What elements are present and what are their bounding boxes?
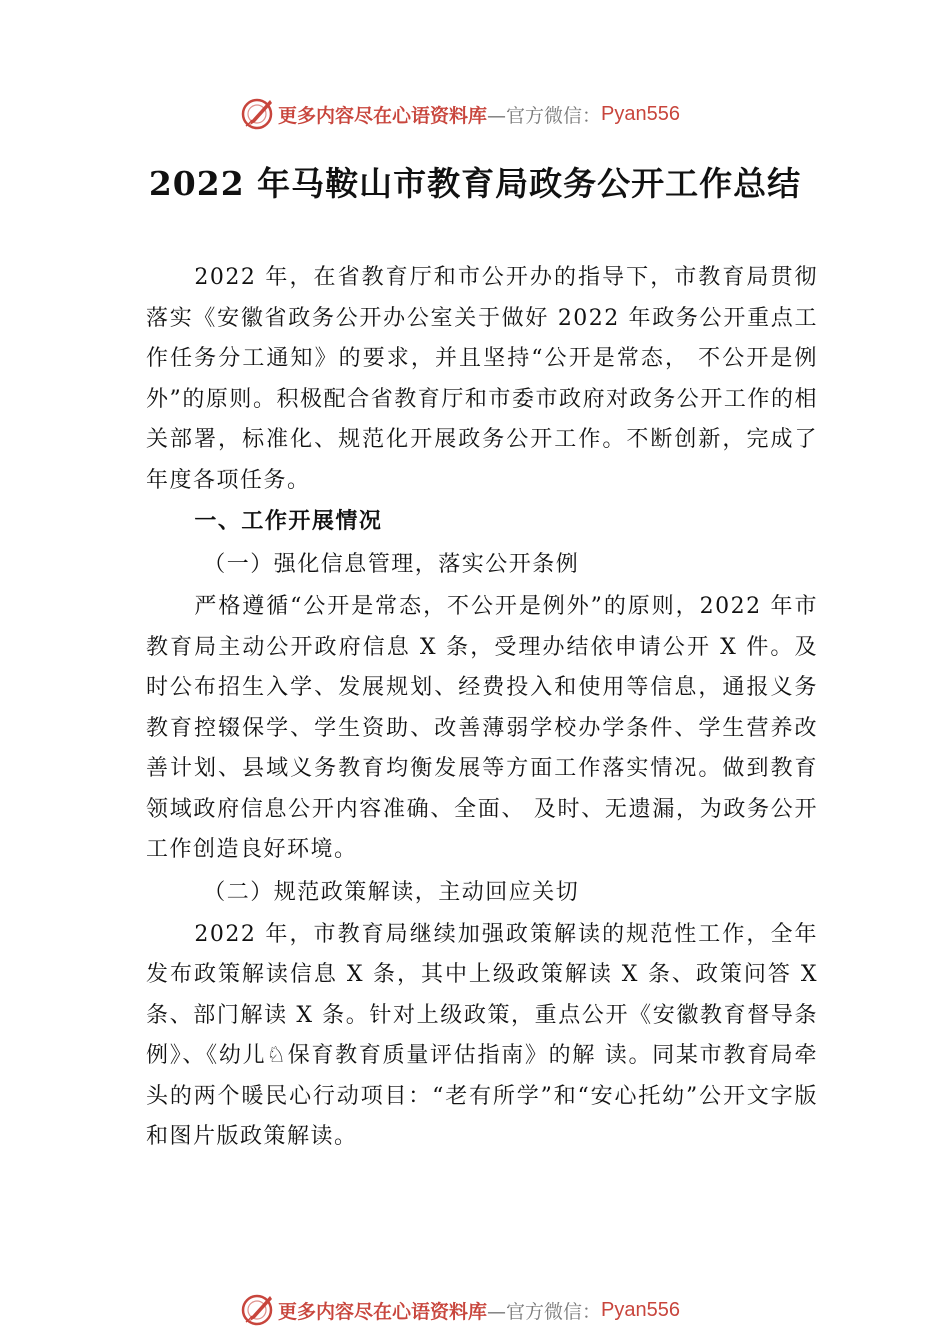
watermark-gray-text: —官方微信： xyxy=(487,1300,602,1323)
watermark-red-text: 更多内容尽在心语资料库 xyxy=(278,104,488,127)
watermark-red-text: 更多内容尽在心语资料库 xyxy=(278,1300,488,1323)
watermark-wechat-id: Pyan556 xyxy=(601,102,680,125)
quill-pen-logo-icon xyxy=(240,1293,274,1327)
watermark-wechat-id: Pyan556 xyxy=(601,1298,680,1321)
subsection-heading-1: （一）强化信息管理，落实公开条例 xyxy=(203,552,580,577)
quill-pen-logo-icon xyxy=(240,97,274,131)
section-heading-1: 一、工作开展情况 xyxy=(194,509,383,534)
subsection-body-2: 2022 年，市教育局继续加强政策解读的规范性工作，全年发布政策解读信息 X 条，其中上级政策解读 X 条、政策问答 X 条、部门解读 X 条。针对上级政策，重点公开《安徽教育督导条例》、《幼儿♘保育教育质量评估指南》的解 读。同某市教育局牵头的两个暖民心行动项目：“老有所学”和“安心托幼”公开文字版和图片版政策解读。 xyxy=(146,921,818,1149)
document-title: 2022 年马鞍山市教育局政务公开工作总结 xyxy=(148,164,802,203)
watermark-gray-text: —官方微信： xyxy=(487,104,602,127)
subsection-heading-2: （二）规范政策解读，主动回应关切 xyxy=(203,879,580,905)
intro-paragraph: 2022 年，在省教育厅和市公开办的指导下，市教育局贯彻落实《安徽省政务公开办公室关于做好 2022 年政务公开重点工作任务分工通知》的要求，并且坚持“公开是常态， 不公开是例外”的原则。积极配合省教育厅和市委市政府对政务公开工作的相关部署，标准化、规范化开展政务公开工作。不断创新，完成了年度各项任务。 xyxy=(146,265,818,493)
subsection-body-1: 严格遵循“公开是常态，不公开是例外”的原则，2022 年市教育局主动公开政府信息 X 条，受理办结依申请公开 X 件。及时公布招生入学、发展规划、经费投入和使用等信息，通报义务教育控辍保学、学生资助、改善薄弱学校办学条件、学生营养改善计划、县域义务教育均衡发展等方面工作落实情况。做到教育领域政府信息公开内容准确、全面、 及时、无遗漏，为政务公开工作创造良好环境。 xyxy=(146,594,818,862)
watermark-header xyxy=(240,94,740,134)
watermark-footer xyxy=(240,1290,740,1330)
document-body xyxy=(146,258,818,1158)
